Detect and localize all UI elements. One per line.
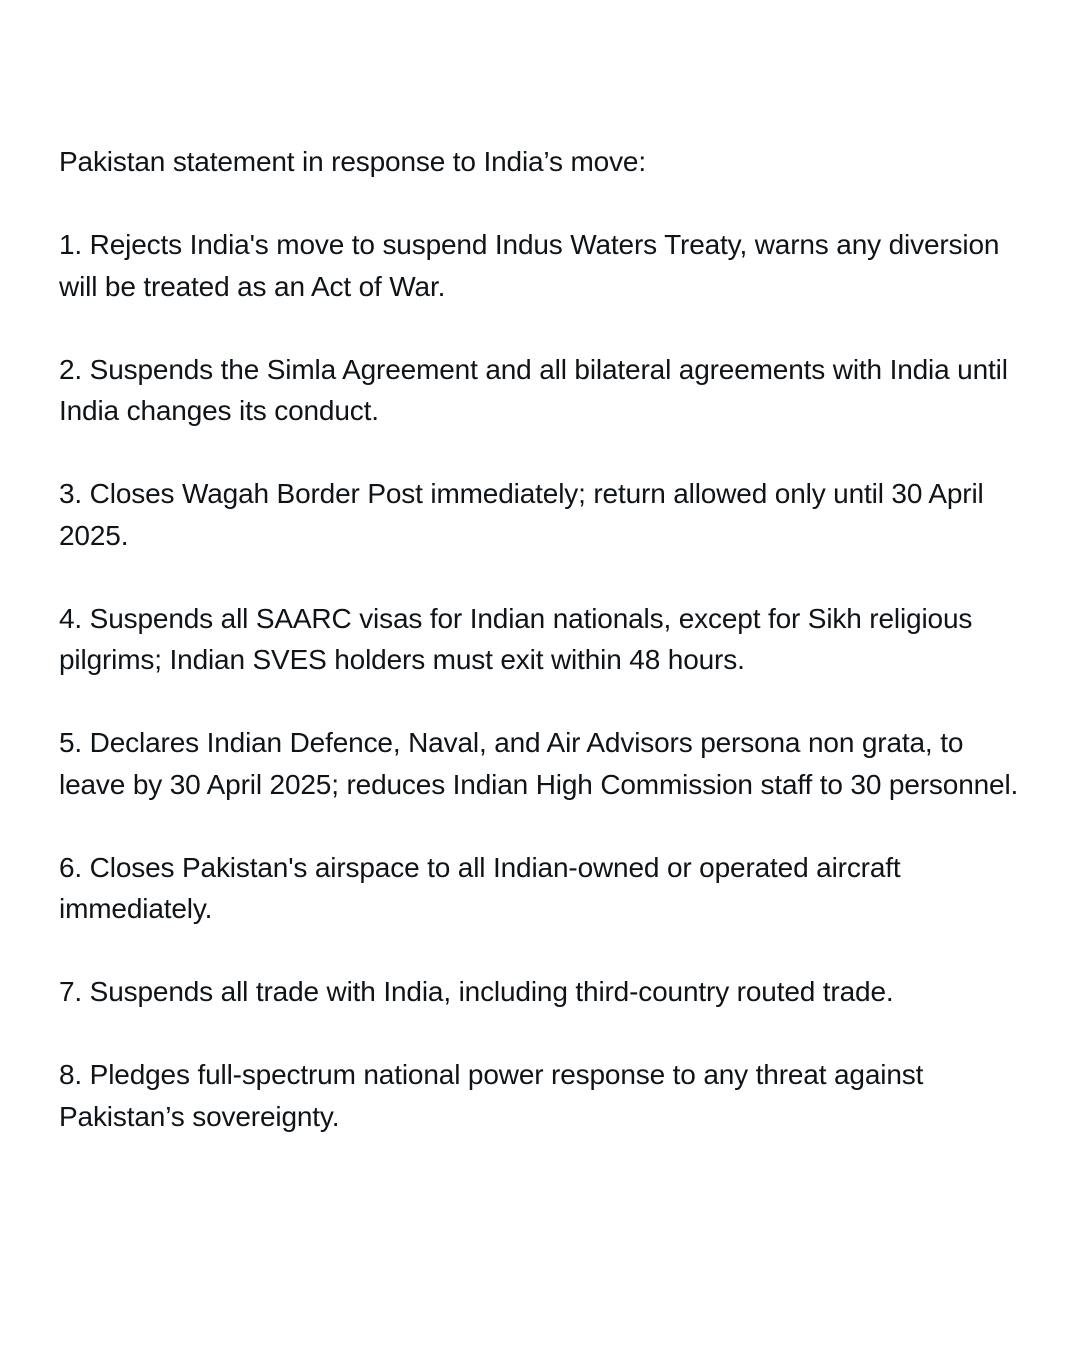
statement-point-6: 6. Closes Pakistan's airspace to all Indian-owned or operated aircraft immediately. xyxy=(59,851,901,924)
statement-point-7: 7. Suspends all trade with India, including third-country routed trade. xyxy=(59,976,894,1007)
statement-point-4: 4. Suspends all SAARC visas for Indian nationals, except for Sikh religious pilgrims; Indian SVES holders must exit within 48 hours. xyxy=(59,602,973,675)
statement-point-2: 2. Suspends the Simla Agreement and all bilateral agreements with India until India changes its conduct. xyxy=(59,353,1008,426)
statement-point-5: 5. Declares Indian Defence, Naval, and Air Advisors persona non grata, to leave by 30 April 2025; reduces Indian High Commission staff to 30 personnel. xyxy=(59,727,1019,800)
post-intro: Pakistan statement in response to India’s move: xyxy=(59,146,646,177)
statement-points-list xyxy=(59,224,1034,1137)
statement-point-8: 8. Pledges full-spectrum national power response to any threat against Pakistan’s sovereignty. xyxy=(59,1059,924,1132)
statement-point-3: 3. Closes Wagah Border Post immediately; return allowed only until 30 April 2025. xyxy=(59,478,984,551)
post-body xyxy=(59,141,1034,1137)
statement-point-1: 1. Rejects India's move to suspend Indus Waters Treaty, warns any diversion will be treated as an Act of War. xyxy=(59,229,1000,302)
